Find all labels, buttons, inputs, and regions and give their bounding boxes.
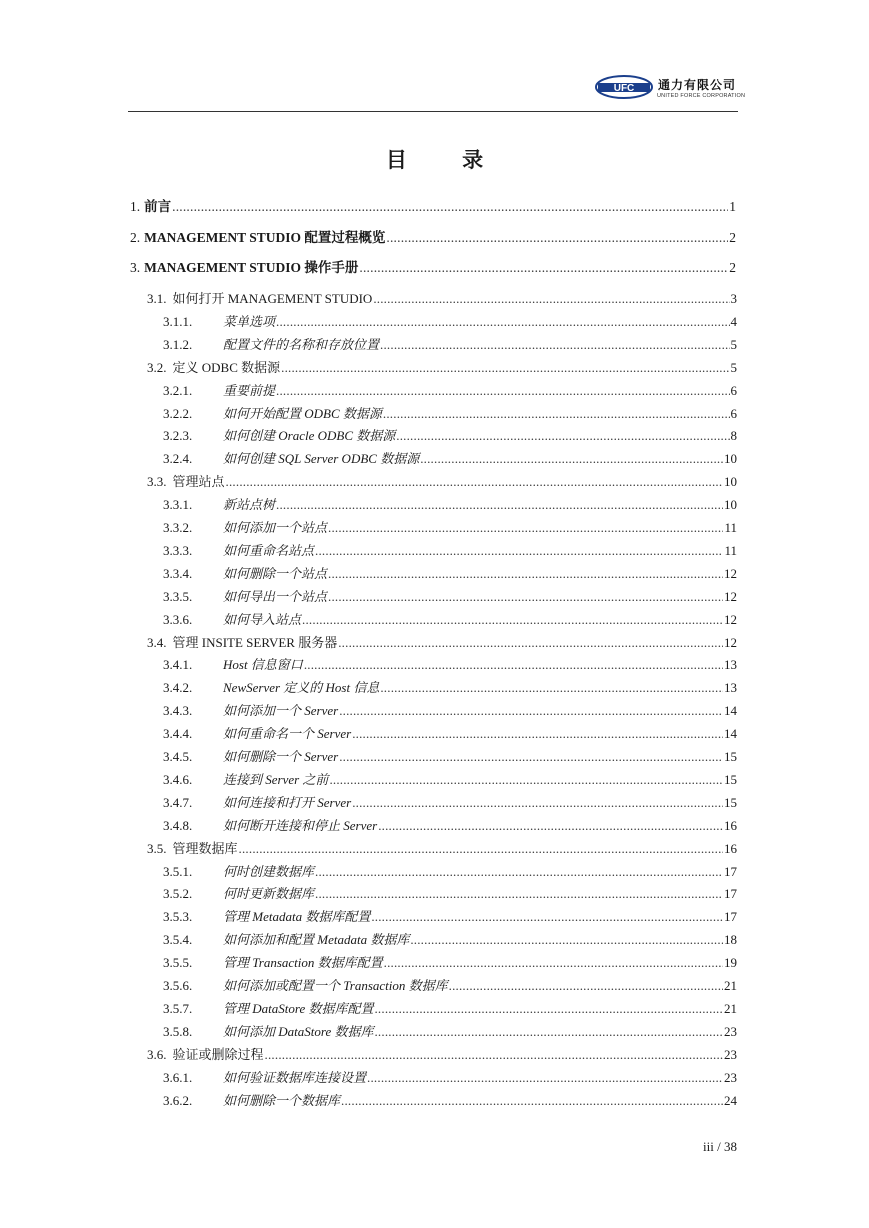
toc-entry-page: 10 <box>724 497 737 513</box>
toc-entry-number: 3.5.3. <box>163 909 193 925</box>
toc-entry-label: 如何创建 Oracle ODBC 数据源 <box>223 428 396 444</box>
toc-entry-label: 管理 DataStore 数据库配置 <box>223 1000 374 1016</box>
toc-entry-number: 3.3.1. <box>163 497 193 513</box>
dot-leader <box>226 474 723 490</box>
toc-entry[interactable] <box>163 700 737 719</box>
dot-leader <box>339 703 723 719</box>
dot-leader <box>386 230 728 246</box>
toc-entry-number: 3.2.4. <box>163 451 193 467</box>
toc-entry-number: 3.2. <box>147 359 167 375</box>
toc-entry-label: 管理站点 <box>172 474 225 490</box>
toc-entry-number: 3.3.2. <box>163 520 193 535</box>
dot-leader <box>384 955 723 971</box>
toc-entry-label: 重要前提 <box>223 382 276 398</box>
toc-entry-number: 3.4.5. <box>163 749 193 764</box>
toc-entry[interactable] <box>163 609 737 628</box>
toc-entry-label: 如何添加或配置一个 Transaction 数据库 <box>223 978 448 993</box>
toc-entry-number: 3.3.5. <box>163 588 193 604</box>
toc-entry-number: 3.3.3. <box>163 542 193 558</box>
toc-entry[interactable] <box>163 311 737 330</box>
toc-entry-number: 3.2.2. <box>163 405 193 421</box>
toc-entry-number: 3.5.5. <box>163 955 193 971</box>
toc-entry-page: 16 <box>724 840 737 856</box>
dot-leader <box>281 360 729 376</box>
dot-leader <box>352 795 723 811</box>
toc-entry-label: 如何删除一个数据库 <box>223 1092 341 1108</box>
dot-leader <box>378 818 723 834</box>
dot-leader <box>371 909 723 925</box>
toc-entry[interactable] <box>163 517 737 536</box>
dot-leader <box>396 428 729 444</box>
toc-entry-label: 新站点树 <box>223 497 276 513</box>
toc-entry-number: 3.5.2. <box>163 886 193 902</box>
toc-entry-number: 3.2.3. <box>163 428 193 444</box>
toc-entry-page: 3 <box>730 291 737 306</box>
company-name-en: UNITED FORCE CORPORATION <box>657 93 746 99</box>
dot-leader <box>339 749 723 765</box>
page-number: iii / 38 <box>703 1139 737 1154</box>
toc-entry-page: 24 <box>724 1092 737 1108</box>
toc-entry-label: 如何重命名站点 <box>223 542 315 558</box>
toc-entry-number: 3.4.3. <box>163 703 193 719</box>
dot-leader <box>352 726 723 742</box>
toc-entry[interactable] <box>147 288 737 307</box>
toc-entry-label: 如何创建 SQL Server ODBC 数据源 <box>223 451 420 467</box>
toc-entry[interactable] <box>130 226 736 245</box>
toc-entry-page: 15 <box>724 794 737 810</box>
toc-entry[interactable] <box>163 792 737 811</box>
dot-leader <box>380 337 729 353</box>
dot-leader <box>338 635 723 651</box>
toc-entry[interactable] <box>163 998 737 1017</box>
toc-entry-page: 11 <box>724 520 737 535</box>
toc-entry-number: 3.4.8. <box>163 817 193 833</box>
toc-entry-page: 14 <box>724 726 737 742</box>
ufc-logo-icon <box>594 74 654 100</box>
toc-entry-page: 4 <box>730 313 737 329</box>
toc-entry-page: 5 <box>730 336 737 352</box>
toc-entry-label: 如何添加一个站点 <box>223 520 328 535</box>
toc-entry-label: 管理 Metadata 数据库配置 <box>223 909 371 925</box>
toc-entry-page: 11 <box>724 542 737 558</box>
toc-entry-page: 14 <box>724 703 737 719</box>
toc-entry[interactable] <box>147 471 737 490</box>
toc-entry-page: 10 <box>724 451 737 467</box>
toc-entry-page: 6 <box>730 382 737 398</box>
toc-entry-label: 如何删除一个站点 <box>223 565 328 581</box>
toc-entry[interactable] <box>163 769 737 788</box>
toc-entry[interactable] <box>163 1067 737 1086</box>
dot-leader <box>239 841 723 857</box>
toc-entry-page: 1 <box>729 199 736 214</box>
header-divider <box>128 111 738 112</box>
toc-entry-page: 17 <box>724 909 737 925</box>
toc-entry-label: 如何重命名一个 Server <box>223 726 352 742</box>
dot-leader <box>449 978 723 994</box>
toc-entry-number: 2. <box>130 230 141 245</box>
toc-entry-page: 13 <box>724 680 737 696</box>
toc-entry-label: MANAGEMENT STUDIO 配置过程概览 <box>144 230 386 245</box>
dot-leader <box>373 291 729 307</box>
toc-entry-label: 何时创建数据库 <box>223 863 315 879</box>
toc-entry[interactable] <box>163 380 737 399</box>
toc-entry-number: 3. <box>130 260 141 275</box>
dot-leader <box>410 932 723 948</box>
toc-entry-page: 21 <box>724 978 737 993</box>
toc-entry-page: 2 <box>729 260 736 275</box>
toc-entry-number: 3.6.1. <box>163 1069 193 1085</box>
toc-entry-page: 23 <box>724 1069 737 1085</box>
toc-entry[interactable] <box>163 334 737 353</box>
toc-entry-page: 8 <box>730 428 737 444</box>
toc-entry-label: 如何连接和打开 Server <box>223 794 352 810</box>
toc-entry-page: 16 <box>724 817 737 833</box>
toc-entry-label: 管理数据库 <box>172 840 238 856</box>
toc-entry-number: 3.2.1. <box>163 382 193 398</box>
toc-entry-number: 3.5.6. <box>163 978 193 993</box>
toc-entry-label: 如何开始配置 ODBC 数据源 <box>223 405 382 421</box>
toc-entry[interactable] <box>163 448 737 467</box>
dot-leader <box>420 451 723 467</box>
toc-entry[interactable] <box>147 838 737 857</box>
toc-entry[interactable] <box>163 975 737 994</box>
toc-entry-label: 何时更新数据库 <box>223 886 315 902</box>
toc-entry-number: 3.3.4. <box>163 565 193 581</box>
dot-leader <box>341 1093 723 1109</box>
toc-entry-page: 23 <box>724 1046 737 1062</box>
dot-leader <box>315 543 723 559</box>
dot-leader <box>380 680 723 696</box>
toc-entry-label: 菜单选项 <box>223 313 276 329</box>
toc-entry-page: 15 <box>724 771 737 787</box>
toc-entry[interactable] <box>163 494 737 513</box>
toc-entry-number: 3.4. <box>147 634 167 650</box>
dot-leader <box>315 864 723 880</box>
dot-leader <box>276 383 729 399</box>
toc-entry-label: NewServer 定义的 Host 信息 <box>223 680 380 696</box>
toc-entry-label: 验证或删除过程 <box>172 1046 264 1062</box>
toc-entry-label: 连接到 Server 之前 <box>223 771 329 787</box>
dot-leader <box>328 566 723 582</box>
dot-leader <box>374 1001 723 1017</box>
toc-entry-label: 如何导入站点 <box>223 611 302 627</box>
toc-entry[interactable] <box>163 723 737 742</box>
toc-entry[interactable] <box>163 654 737 673</box>
toc-entry[interactable] <box>163 403 737 422</box>
dot-leader <box>329 772 723 788</box>
toc-entry-page: 23 <box>724 1023 737 1039</box>
toc-entry[interactable] <box>147 632 737 651</box>
toc-entry-label: 如何添加 DataStore 数据库 <box>223 1023 374 1039</box>
dot-leader <box>302 612 723 628</box>
toc-entry[interactable] <box>163 563 737 582</box>
toc-entry-label: 配置文件的名称和存放位置 <box>223 336 380 352</box>
toc-entry[interactable] <box>163 1021 737 1040</box>
toc-entry-number: 3.1.2. <box>163 336 193 352</box>
dot-leader <box>172 199 728 215</box>
toc-entry-label: 如何添加和配置 Metadata 数据库 <box>223 932 410 948</box>
toc-entry[interactable] <box>163 815 737 834</box>
toc-entry-number: 3.6. <box>147 1046 167 1062</box>
dot-leader <box>304 657 723 673</box>
toc-entry-label: 如何断开连接和停止 Server <box>223 817 378 833</box>
toc-entry-page: 6 <box>730 405 737 421</box>
svg-text:UFC: UFC <box>613 83 635 94</box>
toc-entry[interactable] <box>163 586 737 605</box>
dot-leader <box>367 1070 723 1086</box>
toc-entry[interactable] <box>163 929 737 948</box>
toc-entry-page: 19 <box>724 955 737 971</box>
dot-leader <box>315 886 723 902</box>
dot-leader <box>328 520 723 536</box>
toc-entry[interactable] <box>163 952 737 971</box>
toc-entry-number: 3.3. <box>147 474 167 490</box>
toc-entry-page: 13 <box>724 657 737 673</box>
toc-entry[interactable] <box>163 677 737 696</box>
dot-leader <box>328 589 723 605</box>
toc-entry[interactable] <box>147 1044 737 1063</box>
toc-entry-page: 12 <box>724 611 737 627</box>
toc-entry-page: 12 <box>724 565 737 581</box>
toc-entry-page: 5 <box>730 359 737 375</box>
toc-entry-page: 21 <box>724 1000 737 1016</box>
toc-title: 目 录 <box>385 148 508 172</box>
toc-entry-page: 17 <box>724 863 737 879</box>
dot-leader <box>276 314 729 330</box>
toc-entry[interactable] <box>130 195 736 214</box>
toc-entry-number: 3.5.1. <box>163 863 193 879</box>
toc-entry-number: 3.5.8. <box>163 1023 193 1039</box>
toc-entry-number: 3.6.2. <box>163 1092 193 1108</box>
toc-entry-number: 3.5.4. <box>163 932 193 948</box>
toc-entry-page: 2 <box>729 230 736 245</box>
toc-entry-number: 3.5.7. <box>163 1000 193 1016</box>
toc-entry-page: 12 <box>724 634 737 650</box>
toc-entry-number: 3.1. <box>147 291 167 306</box>
toc-entry-page: 18 <box>724 932 737 948</box>
toc-entry[interactable] <box>163 1090 737 1109</box>
toc-entry-label: 如何验证数据库连接设置 <box>223 1069 367 1085</box>
company-logo <box>594 68 746 106</box>
toc-entry-label: 如何添加一个 Server <box>223 703 339 719</box>
toc-entry-number: 3.4.1. <box>163 657 193 673</box>
toc-entry-label: 管理 INSITE SERVER 服务器 <box>172 634 338 650</box>
toc-entry[interactable] <box>163 883 737 902</box>
dot-leader <box>374 1024 723 1040</box>
toc-entry-label: 定义 ODBC 数据源 <box>172 359 281 375</box>
dot-leader <box>383 406 730 422</box>
toc-entry[interactable] <box>163 425 737 444</box>
toc-entry[interactable] <box>130 256 736 275</box>
toc-entry-number: 3.3.6. <box>163 611 193 627</box>
dot-leader <box>276 497 723 513</box>
toc-entry-label: MANAGEMENT STUDIO 操作手册 <box>144 260 359 275</box>
toc-entry-page: 15 <box>724 749 737 764</box>
toc-entry-label: 如何删除一个 Server <box>223 749 339 764</box>
toc-entry[interactable] <box>147 357 737 376</box>
toc-entry-page: 10 <box>724 474 737 490</box>
dot-leader <box>265 1047 723 1063</box>
toc-entry-label: 如何打开 MANAGEMENT STUDIO <box>172 291 373 306</box>
toc-entry-number: 3.1.1. <box>163 313 193 329</box>
toc-entry-number: 3.5. <box>147 840 167 856</box>
toc-entry-number: 3.4.7. <box>163 794 193 810</box>
toc-entry-page: 17 <box>724 886 737 902</box>
toc-entry[interactable] <box>163 861 737 880</box>
toc-entry-number: 3.4.6. <box>163 771 193 787</box>
toc-entry[interactable] <box>163 746 737 765</box>
toc-entry-label: 如何导出一个站点 <box>223 588 328 604</box>
toc-entry-page: 12 <box>724 588 737 604</box>
company-name-cn: 通力有限公司 <box>658 78 737 92</box>
toc-entry-label: 前言 <box>144 199 172 214</box>
toc-entry-number: 3.4.2. <box>163 680 193 696</box>
toc-entry-number: 1. <box>130 199 141 214</box>
toc-entry[interactable] <box>163 540 737 559</box>
toc-entry[interactable] <box>163 906 737 925</box>
toc-entry-label: Host 信息窗口 <box>223 657 303 673</box>
toc-entry-number: 3.4.4. <box>163 726 193 742</box>
dot-leader <box>359 260 728 276</box>
toc-entry-label: 管理 Transaction 数据库配置 <box>223 955 383 971</box>
